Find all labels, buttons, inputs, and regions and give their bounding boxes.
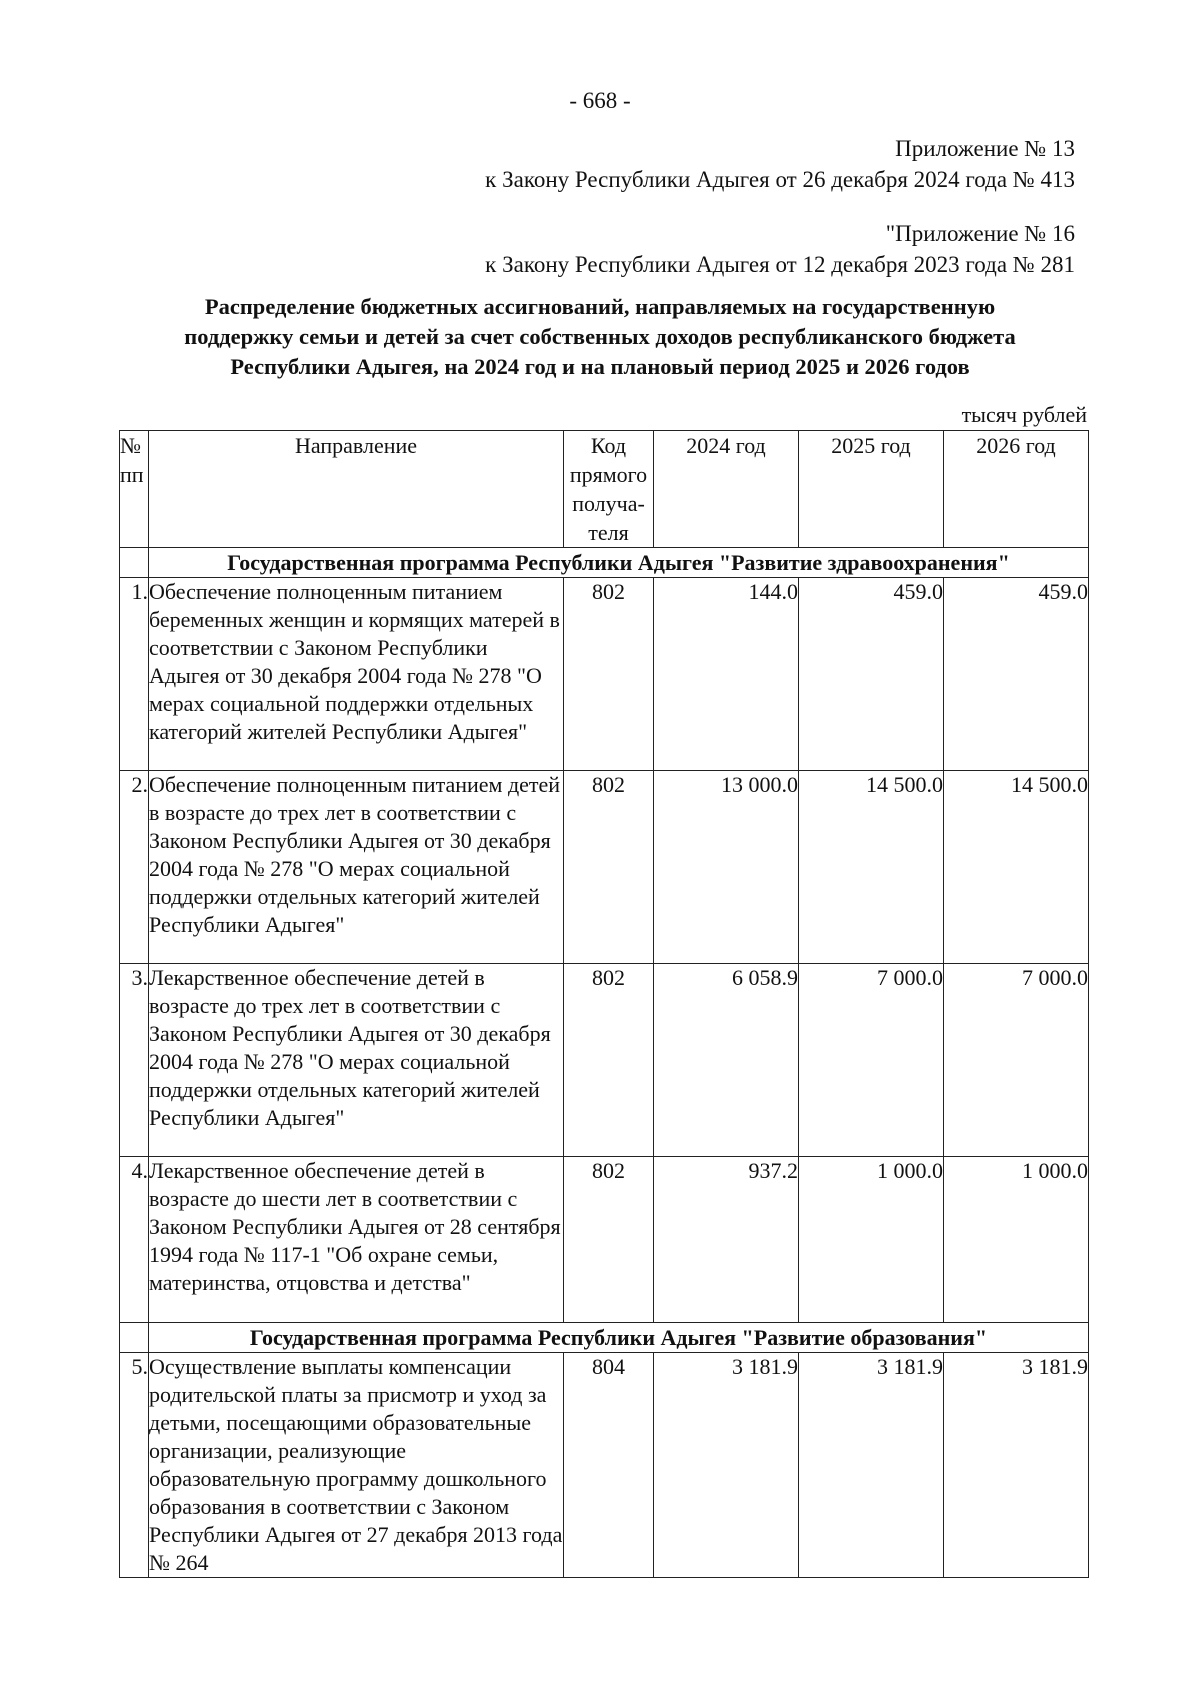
row-number: 3. <box>120 964 149 1157</box>
row-direction: Лекарственное обеспечение детей в возрасте до трех лет в соответствии с Законом Республики Адыгея от 30 декабря 2004 года № 278 "О мерах социальной поддержки отдельных категорий жителей Республики Адыгея" <box>149 964 564 1157</box>
section-row <box>120 1323 1089 1353</box>
row-2024: 937.2 <box>654 1157 799 1323</box>
header-2024: 2024 год <box>654 431 799 548</box>
header-direction: Направление <box>149 431 564 548</box>
header-2026: 2026 год <box>944 431 1089 548</box>
row-2026: 14 500.0 <box>944 771 1089 964</box>
header-code: Код прямого получа-теля <box>564 431 654 548</box>
row-code: 802 <box>564 1157 654 1323</box>
row-2025: 7 000.0 <box>799 964 944 1157</box>
document-title-line-3: Республики Адыгея, на 2024 год и на плановый период 2025 и 2026 годов <box>230 354 970 379</box>
section-number-cell <box>120 1323 149 1353</box>
row-2026: 1 000.0 <box>944 1157 1089 1323</box>
table-row <box>120 1157 1089 1323</box>
header-2025: 2025 год <box>799 431 944 548</box>
table-row <box>120 771 1089 964</box>
row-2025: 3 181.9 <box>799 1353 944 1578</box>
row-number: 4. <box>120 1157 149 1323</box>
appendix-amended-law: к Закону Республики Адыгея от 12 декабря 2023 года № 281 <box>485 252 1075 277</box>
row-2024: 144.0 <box>654 578 799 771</box>
budget-table <box>119 430 1089 1578</box>
row-code: 802 <box>564 578 654 771</box>
table-row <box>120 1353 1089 1578</box>
appendix-current-title: Приложение № 13 <box>895 136 1075 161</box>
header-number: № пп <box>120 431 149 548</box>
row-code: 802 <box>564 964 654 1157</box>
row-code: 804 <box>564 1353 654 1578</box>
row-number: 1. <box>120 578 149 771</box>
units-label: тысяч рублей <box>961 402 1087 427</box>
row-2026: 7 000.0 <box>944 964 1089 1157</box>
section-row <box>120 548 1089 578</box>
table-header-row <box>120 431 1089 548</box>
row-direction: Лекарственное обеспечение детей в возрасте до шести лет в соответствии с Законом Республики Адыгея от 28 сентября 1994 года № 117-1 "Об охране семьи, материнства, отцовства и детства" <box>149 1157 564 1323</box>
row-2025: 459.0 <box>799 578 944 771</box>
row-2026: 459.0 <box>944 578 1089 771</box>
appendix-current-law: к Закону Республики Адыгея от 26 декабря 2024 года № 413 <box>485 167 1075 192</box>
appendix-amended-title: "Приложение № 16 <box>885 221 1075 246</box>
document-title <box>110 292 1090 382</box>
row-direction: Обеспечение полноценным питанием детей в возрасте до трех лет в соответствии с Законом Республики Адыгея от 30 декабря 2004 года № 278 "О мерах социальной поддержки отдельных категорий жителей Республики Адыгея" <box>149 771 564 964</box>
row-direction: Обеспечение полноценным питанием беременных женщин и кормящих матерей в соответствии с Законом Республики Адыгея от 30 декабря 2004 года № 278 "О мерах социальной поддержки отдельных категорий жителей Республики Адыгея" <box>149 578 564 771</box>
table-row <box>120 578 1089 771</box>
row-number: 5. <box>120 1353 149 1578</box>
table-row <box>120 964 1089 1157</box>
appendix-current <box>485 133 1075 195</box>
row-2024: 6 058.9 <box>654 964 799 1157</box>
section-title: Государственная программа Республики Адыгея "Развитие образования" <box>149 1323 1089 1353</box>
section-number-cell <box>120 548 149 578</box>
section-title: Государственная программа Республики Адыгея "Развитие здравоохранения" <box>149 548 1089 578</box>
row-code: 802 <box>564 771 654 964</box>
row-2024: 13 000.0 <box>654 771 799 964</box>
page-number: - 668 - <box>569 88 631 113</box>
document-title-line-1: Распределение бюджетных ассигнований, направляемых на государственную <box>204 294 996 319</box>
appendix-amended <box>485 218 1075 280</box>
document-title-line-2: поддержку семьи и детей за счет собственных доходов республиканского бюджета <box>184 324 1016 349</box>
row-2024: 3 181.9 <box>654 1353 799 1578</box>
row-direction: Осуществление выплаты компенсации родительской платы за присмотр и уход за детьми, посещающими образовательные организации, реализующие образовательную программу дошкольного образования в соответствии с Законом Республики Адыгея от 27 декабря 2013 года № 264 <box>149 1353 564 1578</box>
row-2025: 1 000.0 <box>799 1157 944 1323</box>
row-2025: 14 500.0 <box>799 771 944 964</box>
row-number: 2. <box>120 771 149 964</box>
row-2026: 3 181.9 <box>944 1353 1089 1578</box>
